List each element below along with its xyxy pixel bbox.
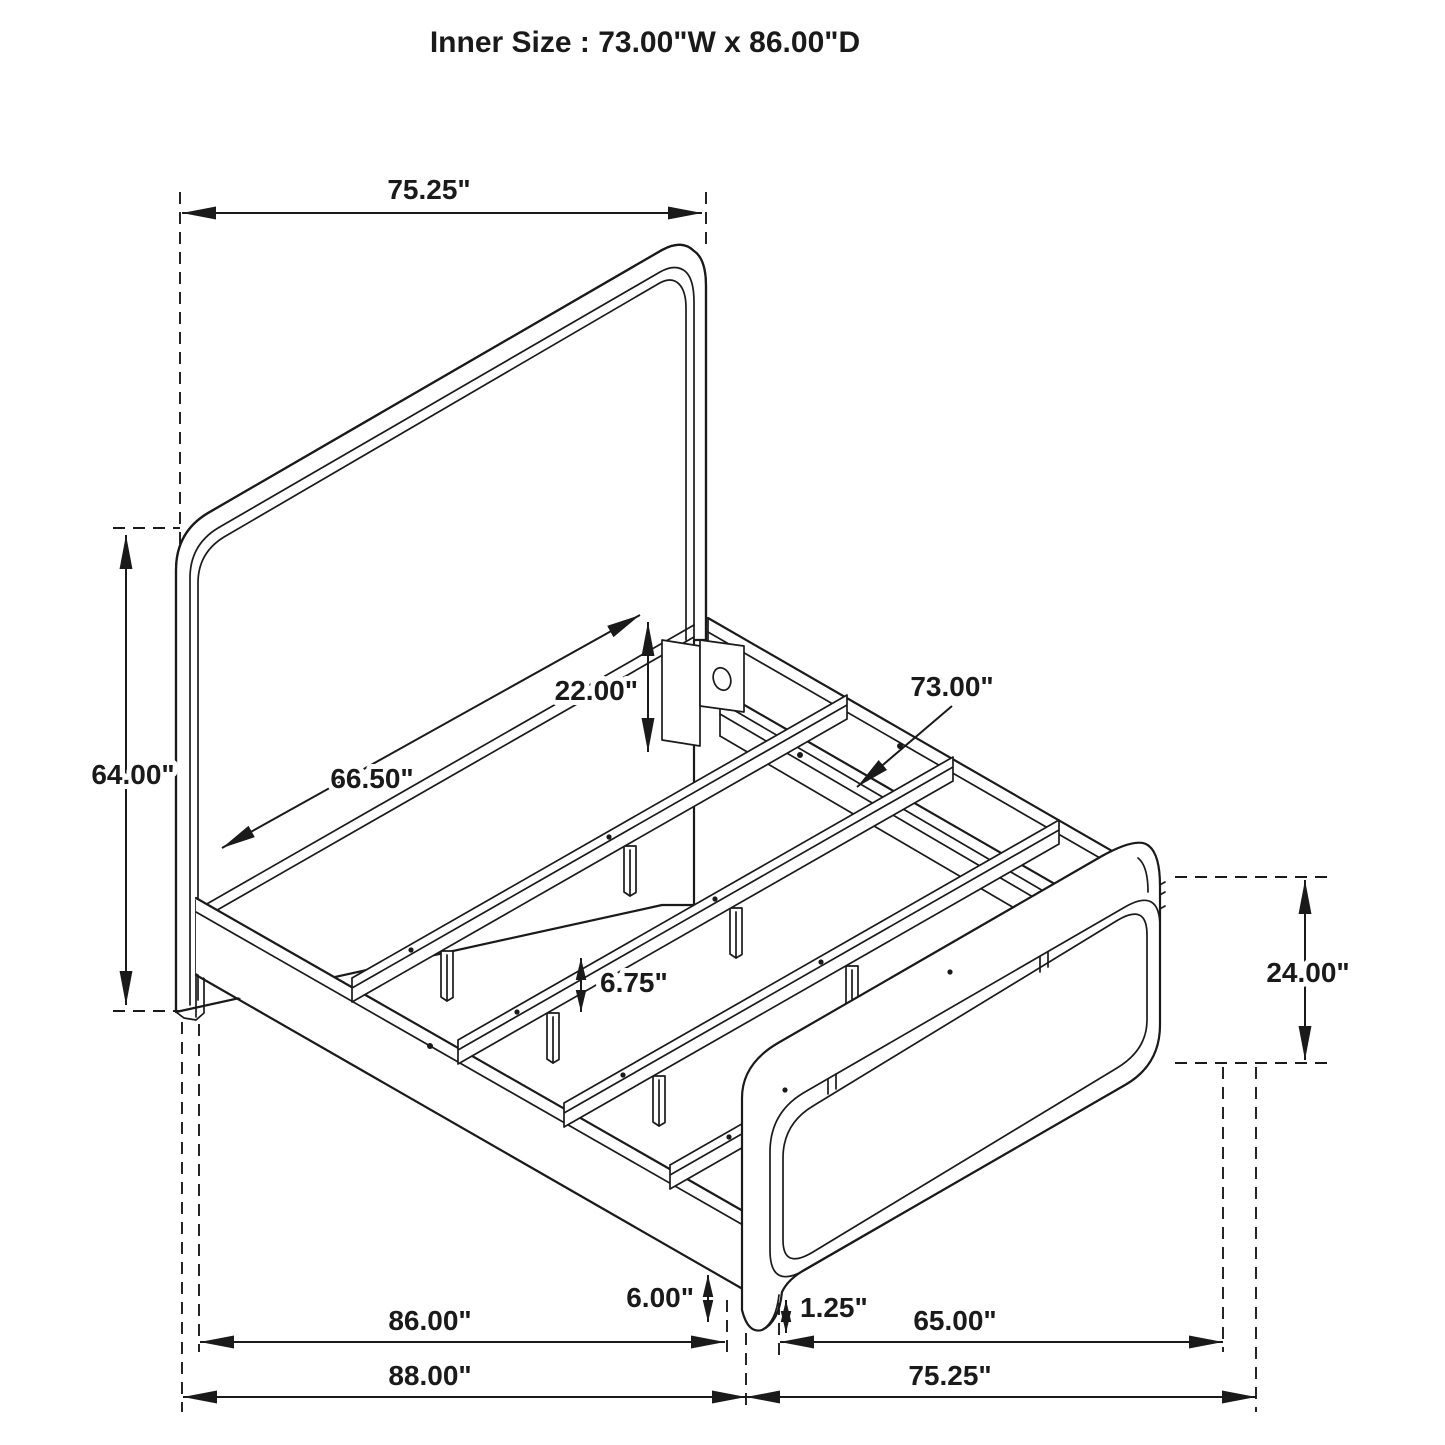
dim-headboard-width-label: 75.25" [387, 174, 471, 205]
dim-headboard-width [182, 174, 702, 213]
dim-footboard-panel-inset-label: 1.25" [800, 1292, 868, 1323]
dim-footboard-height [1266, 880, 1349, 1060]
dim-slat-length-label: 73.00" [910, 671, 994, 702]
dim-footboard-width [746, 1360, 1256, 1397]
dim-frame-outer-depth [183, 1360, 746, 1397]
dim-slat-leg-height-label: 6.75" [600, 967, 668, 998]
dim-frame-inner-depth-label: 86.00" [388, 1305, 472, 1336]
dim-footboard-panel-inset [786, 1292, 868, 1333]
rail-bracket [700, 640, 744, 712]
dim-headboard-height [91, 535, 174, 1005]
dim-rail-clearance [626, 1275, 708, 1322]
dim-headboard-height-label: 64.00" [91, 759, 175, 790]
dim-frame-outer-depth-label: 88.00" [388, 1360, 472, 1391]
dim-footboard-inner-width-label: 65.00" [913, 1305, 997, 1336]
dim-headboard-leg-height-label: 22.00" [554, 675, 638, 706]
headboard [176, 245, 706, 1020]
footboard [742, 843, 1160, 1331]
diagram-title: Inner Size : 73.00"W x 86.00"D [429, 26, 861, 59]
dim-rail-clearance-label: 6.00" [626, 1282, 694, 1313]
side-rail-left [196, 898, 750, 1292]
dim-footboard-width-label: 75.25" [908, 1360, 992, 1391]
dim-footboard-height-label: 24.00" [1266, 957, 1350, 988]
dim-headboard-panel-width-label: 66.50" [330, 763, 414, 794]
headboard-right-leg [662, 640, 700, 746]
